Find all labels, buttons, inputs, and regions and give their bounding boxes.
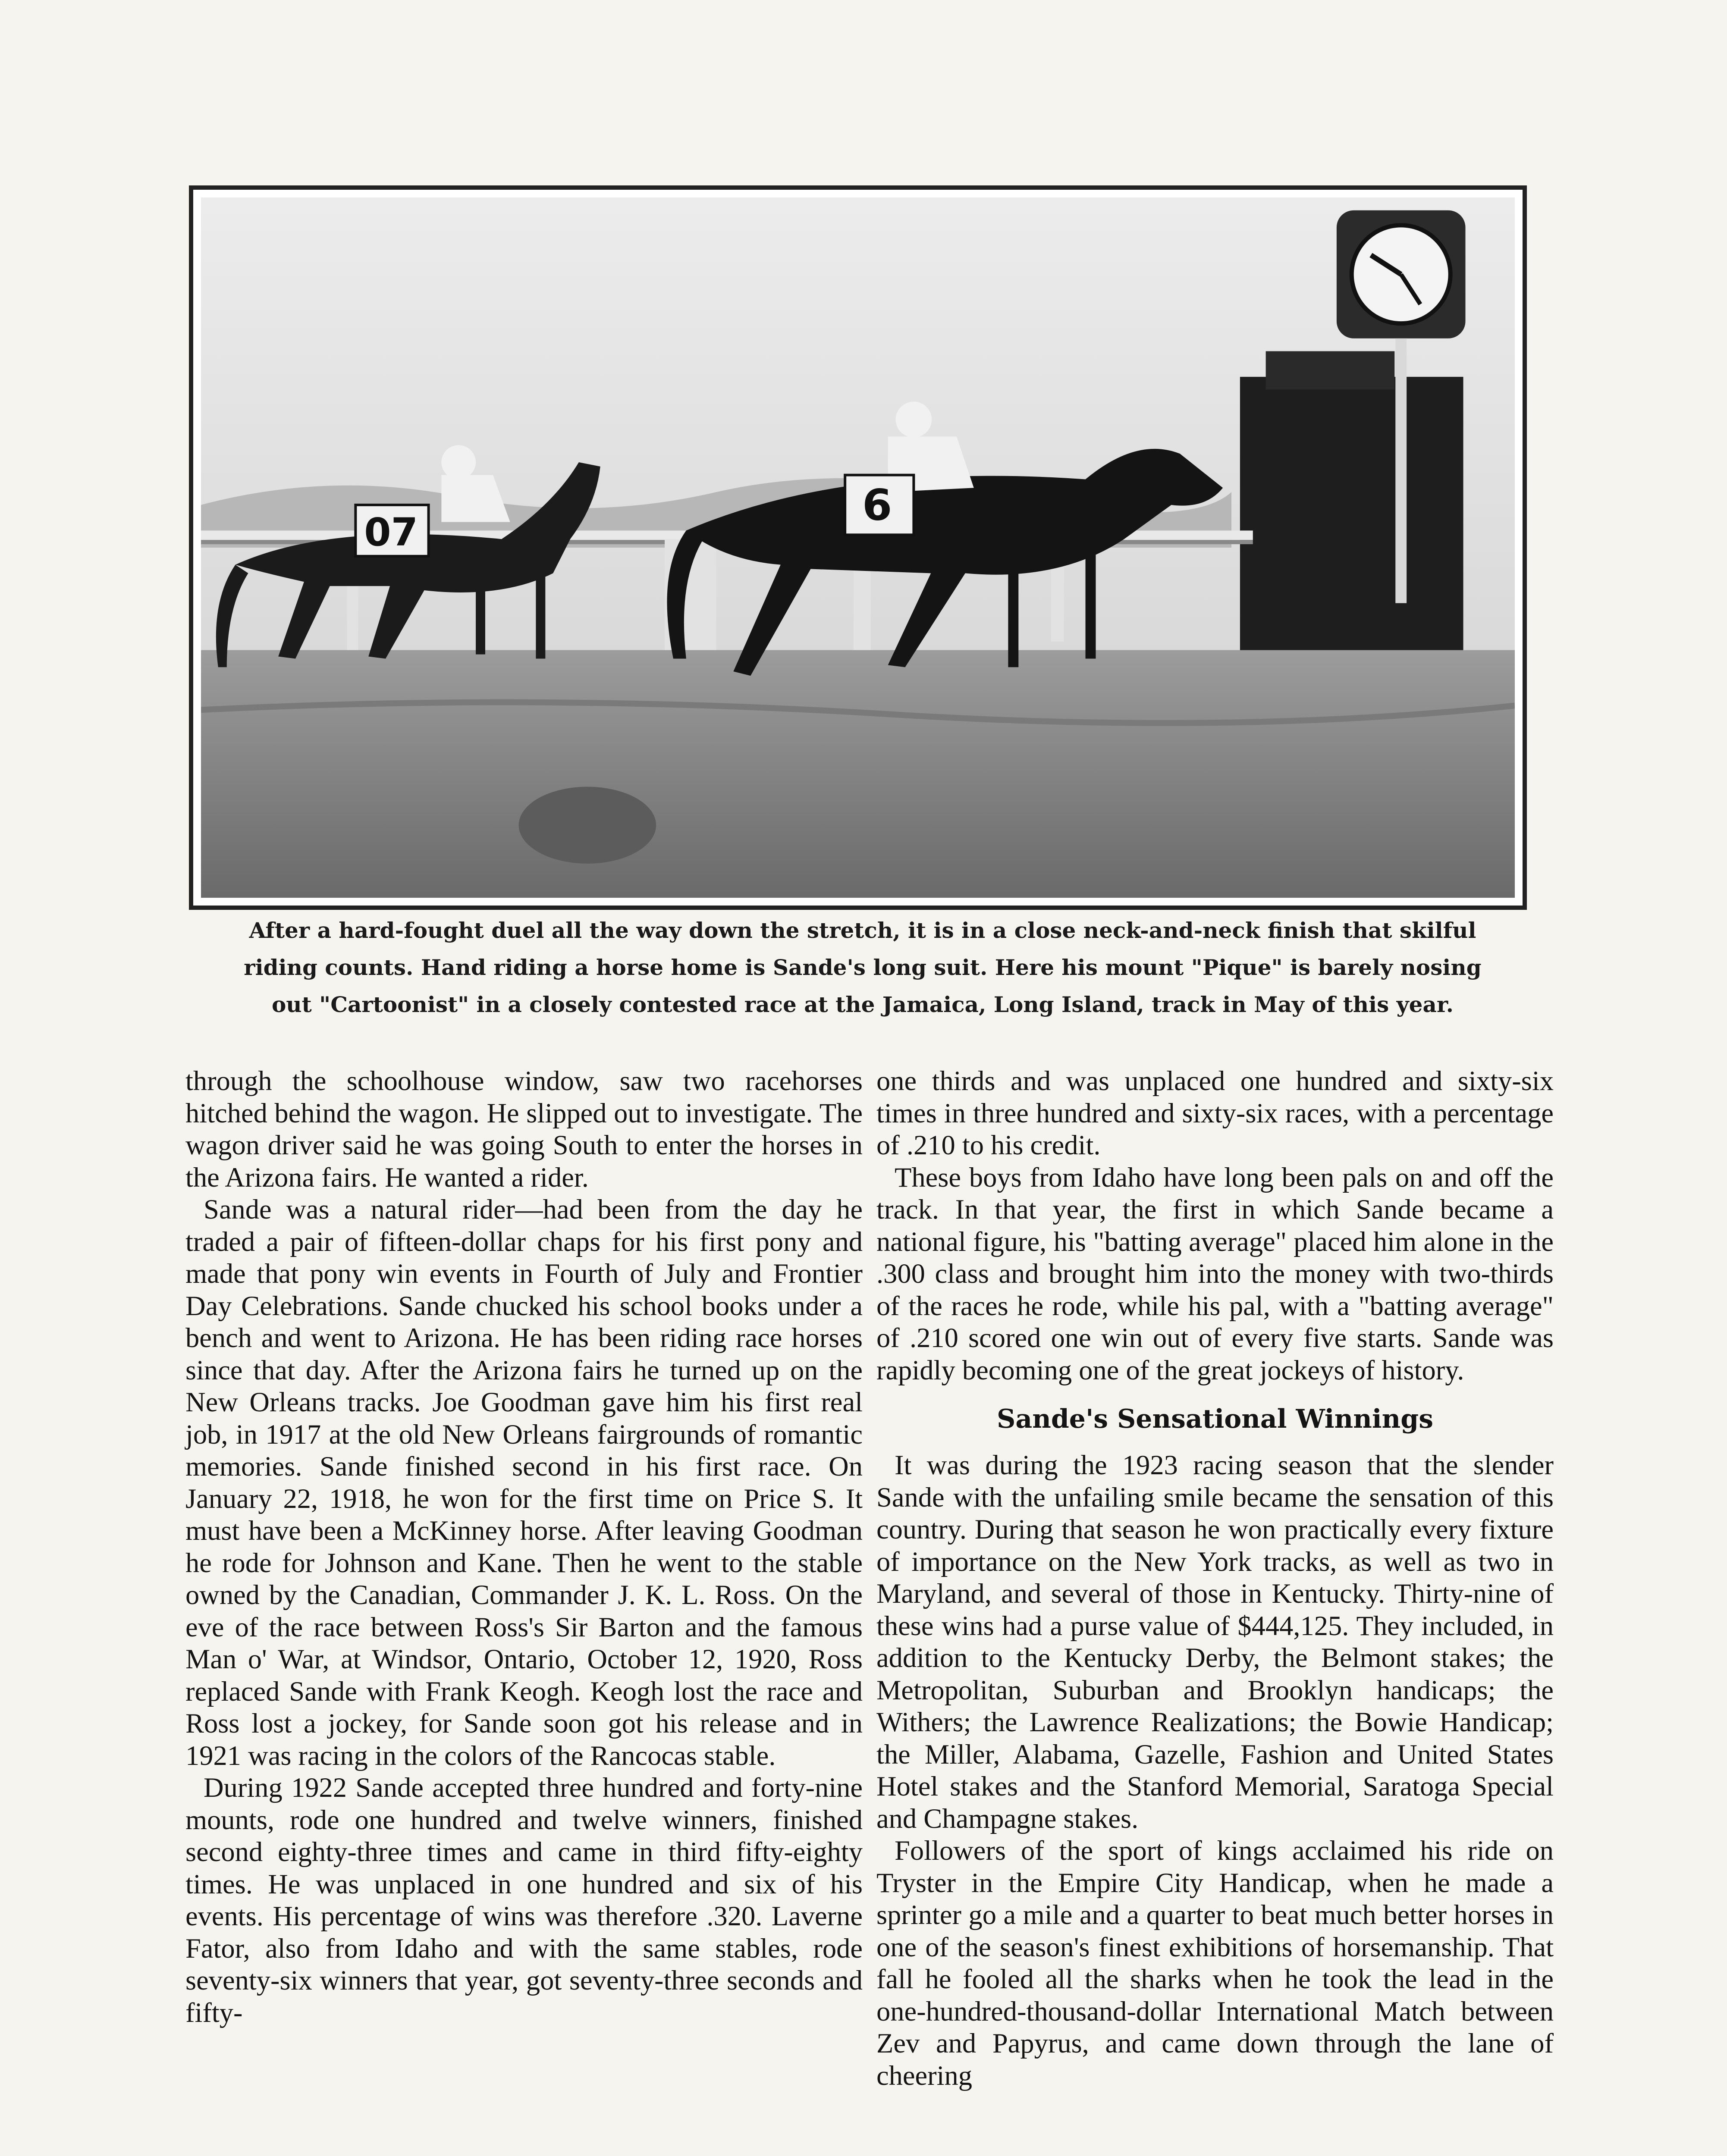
section-subhead: Sande's Sensational Winnings (996, 1404, 1433, 1434)
paragraph: one thirds and was unplaced one hundred and sixty-six times in three hundred and sixty-six races, with a percentage of .210 to his credit. (876, 1065, 1554, 1160)
paragraph: During 1922 Sande accepted three hundred and forty-nine mounts, rode one hundred and twelve winners, finished second eighty-three times and came in third fifty-eighty times. He was unplaced in one hundred and six of his events. His percentage of wins was therefore .320. Laverne Fator, also from Idaho and with the same stables, rode seventy-six winners that year, got seventy-three seconds and fifty- (185, 1772, 863, 2028)
horse-race-illustration (201, 197, 1515, 898)
right-column (876, 1065, 1554, 2092)
paragraph: It was during the 1923 racing season that the slender Sande with the unfailing smile became the sensation of this country. During that season he won practically every fixture of importance on the New York tracks, as well as two in Maryland, and several of those in Kentucky. Thirty-nine of these wins had a purse value of $444,125. They included, in addition to the Kentucky Derby, the Belmont stakes; the Metropolitan, Suburban and Brooklyn handicaps; the Withers; the Lawrence Realizations; the Bowie Handicap; the Miller, Alabama, Gazelle, Fashion and United States Hotel stakes and the Stanford Memorial, Saratoga Special and Champagne stakes. (876, 1450, 1554, 1834)
photo-caption (207, 912, 1518, 1023)
paragraph: Followers of the sport of kings acclaimed his ride on Tryster in the Empire City Handicap, when he made a sprinter go a mile and a quarter to beat much better horses in one of the season's finest exhibitions of horsemanship. That fall he fooled all the sharks when he took the lead in the one-hundred-thousand-dollar International Match between Zev and Papyrus, and came down through the lane of cheering (876, 1835, 1554, 2091)
caption-line: After a hard-fought duel all the way down the stretch, it is in a close neck-and-neck finish that skilful (249, 918, 1476, 943)
svg-text:07: 07 (364, 510, 418, 555)
svg-text:6: 6 (862, 480, 892, 530)
race-photo (189, 185, 1527, 910)
left-column (185, 1065, 863, 2029)
paragraph: These boys from Idaho have long been pals on and off the track. In that year, the first in which Sande became a national figure, his "batting average" placed him alone in the .300 class and brought him into the money with two-thirds of the races he rode, while his pal, with a "batting average" of .210 scored one win out of every five starts. Sande was rapidly becoming one of the great jockeys of history. (876, 1162, 1554, 1385)
paragraph: through the schoolhouse window, saw two racehorses hitched behind the wagon. He slipped out to investigate. The wagon driver said he was going South to enter the horses in the Arizona fairs. He wanted a rider. (185, 1065, 863, 1193)
caption-line: out "Cartoonist" in a closely contested race at the Jamaica, Long Island, track in May of this year. (271, 992, 1454, 1017)
paragraph: Sande was a natural rider—had been from the day he traded a pair of fifteen-dollar chaps for his first pony and made that pony win events in Fourth of July and Frontier Day Celebrations. Sande chucked his school books under a bench and went to Arizona. He has been riding race horses since that day. After the Arizona fairs he turned up on the New Orleans tracks. Joe Goodman gave him his first real job, in 1917 at the old New Orleans fairgrounds of romantic memories. Sande finished second in his first race. On January 22, 1918, he won for the first time on Price S. It must have been a McKinney horse. After leaving Goodman he rode for Johnson and Kane. Then he went to the stable owned by the Canadian, Commander J. K. L. Ross. On the eve of the race between Ross's Sir Barton and the famous Man o' War, at Windsor, Ontario, October 12, 1920, Ross replaced Sande with Frank Keogh. Keogh lost the race and Ross lost a jockey, for Sande soon got his release and in 1921 was racing in the colors of the Rancocas stable. (185, 1194, 863, 1771)
caption-line: riding counts. Hand riding a horse home is Sande's long suit. Here his mount "Pique" is barely nosing (244, 955, 1482, 980)
